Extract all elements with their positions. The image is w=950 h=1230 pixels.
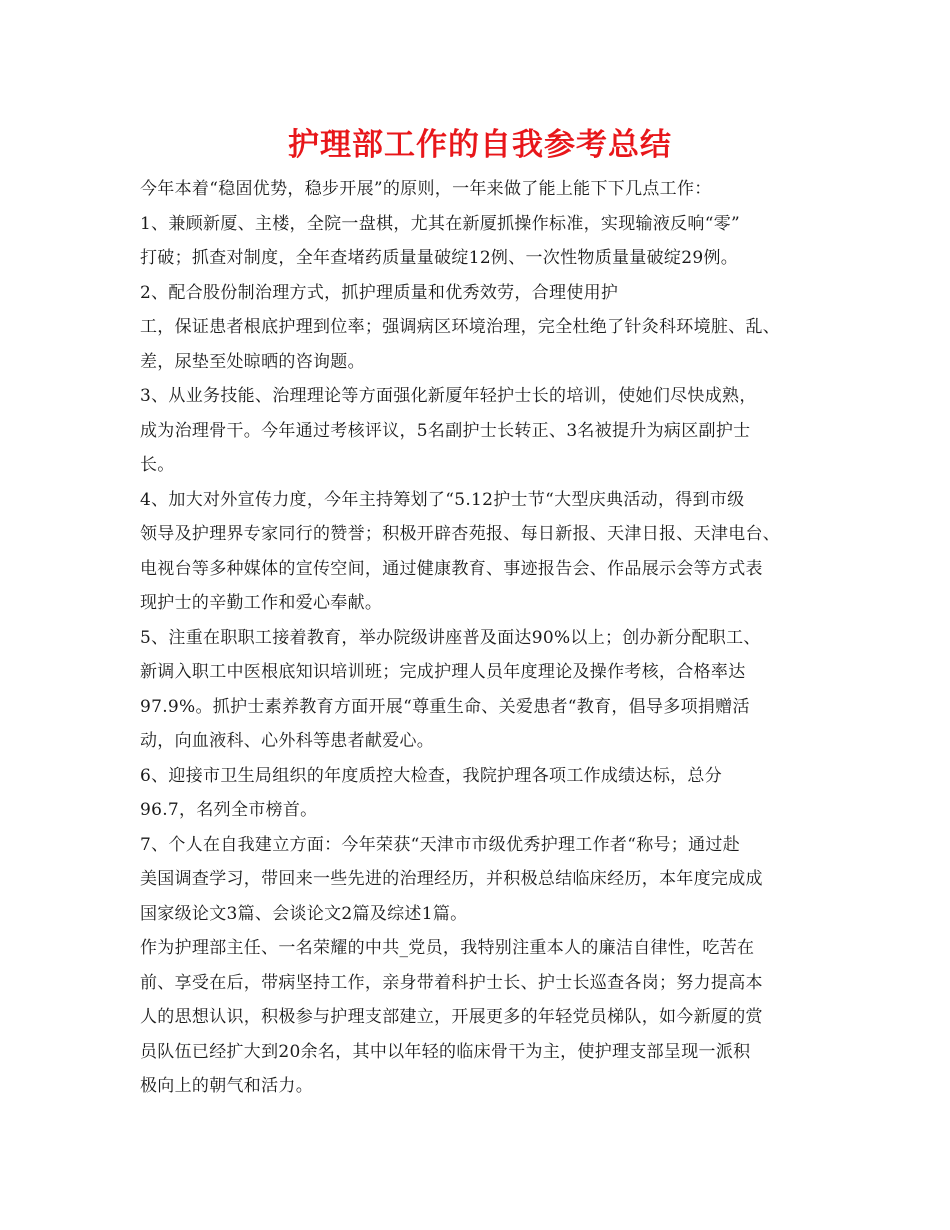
- document-page: [140, 118, 820, 1104]
- body-line: 工，保证患者根底护理到位率；强调病区环境治理，完全杜绝了针灸科环境脏、乱、: [140, 317, 781, 337]
- body-line: 前、享受在后，带病坚持工作，亲身带着科护士长、护士长巡查各岗；努力提高本: [140, 972, 763, 993]
- body-line: 动，向血液科、心外科等患者献爱心。: [140, 731, 435, 751]
- body-line: 长。: [140, 455, 175, 475]
- body-line: 打破；抓查对制度，全年查堵药质量量破绽12例、一次性物质量量破绽29例。: [140, 248, 739, 268]
- body-line: 现护士的辛勤工作和爱心奉献。: [140, 593, 383, 613]
- body-line: 新调入职工中医根底知识培训班；完成护理人员年度理论及操作考核，合格率达: [140, 662, 746, 682]
- body-line: 1、兼顾新厦、主楼，全院一盘棋，尤其在新厦抓操作标准，实现输液反响“零”: [140, 213, 740, 234]
- body-line: 美国调查学习，带回来一些先进的治理经历，并积极总结临床经历，本年度完成成: [140, 869, 763, 889]
- body-line: 3、从业务技能、治理理论等方面强化新厦年轻护士长的培训，使她们尽快成熟，: [140, 386, 757, 406]
- body-line: 7、个人在自我建立方面：今年荣获“天津市市级优秀护理工作者“称号；通过赴: [140, 834, 740, 855]
- body-line: 96.7，名列全市榜首。: [140, 800, 318, 820]
- body-line: 国家级论文3篇、会谈论文2篇及综述1篇。: [140, 903, 468, 924]
- document-body: [140, 172, 820, 1104]
- body-line: 今年本着“稳固优势，稳步开展”的原则，一年来做了能上能下下几点工作：: [140, 179, 712, 199]
- body-line: 极向上的朝气和活力。: [140, 1076, 313, 1096]
- body-line: 电视台等多种媒体的宣传空间，通过健康教育、事迹报告会、作品展示会等方式表: [140, 558, 763, 579]
- body-line: 领导及护理界专家同行的赞誉；积极开辟杏苑报、每日新报、天津日报、天津电台、: [140, 524, 781, 544]
- body-line: 5、注重在职职工接着教育，举办院级讲座普及面达90%以上；创办新分配职工、: [140, 627, 761, 648]
- body-line: 员队伍已经扩大到20余名，其中以年轻的临床骨干为主，使护理支部呈现一派积: [140, 1041, 751, 1062]
- body-line: 6、迎接市卫生局组织的年度质控大检查，我院护理各项工作成绩达标，总分: [140, 765, 723, 786]
- document-title: 护理部工作的自我参考总结: [288, 127, 672, 163]
- body-line: 作为护理部主任、一名荣耀的中共_党员，我特别注重本人的廉洁自律性，吃苦在: [140, 938, 755, 958]
- body-line: 差，尿垫至处晾晒的咨询题。: [140, 351, 365, 372]
- body-line: 2、配合股份制治理方式，抓护理质量和优秀效劳，合理使用护: [140, 282, 619, 303]
- body-line: 成为治理骨干。今年通过考核评议，5名副护士长转正、3名被提升为病区副护士: [140, 420, 751, 441]
- body-line: 人的思想认识，积极参与护理支部建立，开展更多的年轻党员梯队，如今新厦的赏: [140, 1007, 763, 1027]
- body-line: 4、加大对外宣传力度，今年主持筹划了“5.12护士节“大型庆典活动，得到市级: [140, 489, 745, 510]
- body-line: 97.9%。抓护士素养教育方面开展“尊重生命、关爱患者“教育，倡导多项捐赠活: [140, 696, 750, 717]
